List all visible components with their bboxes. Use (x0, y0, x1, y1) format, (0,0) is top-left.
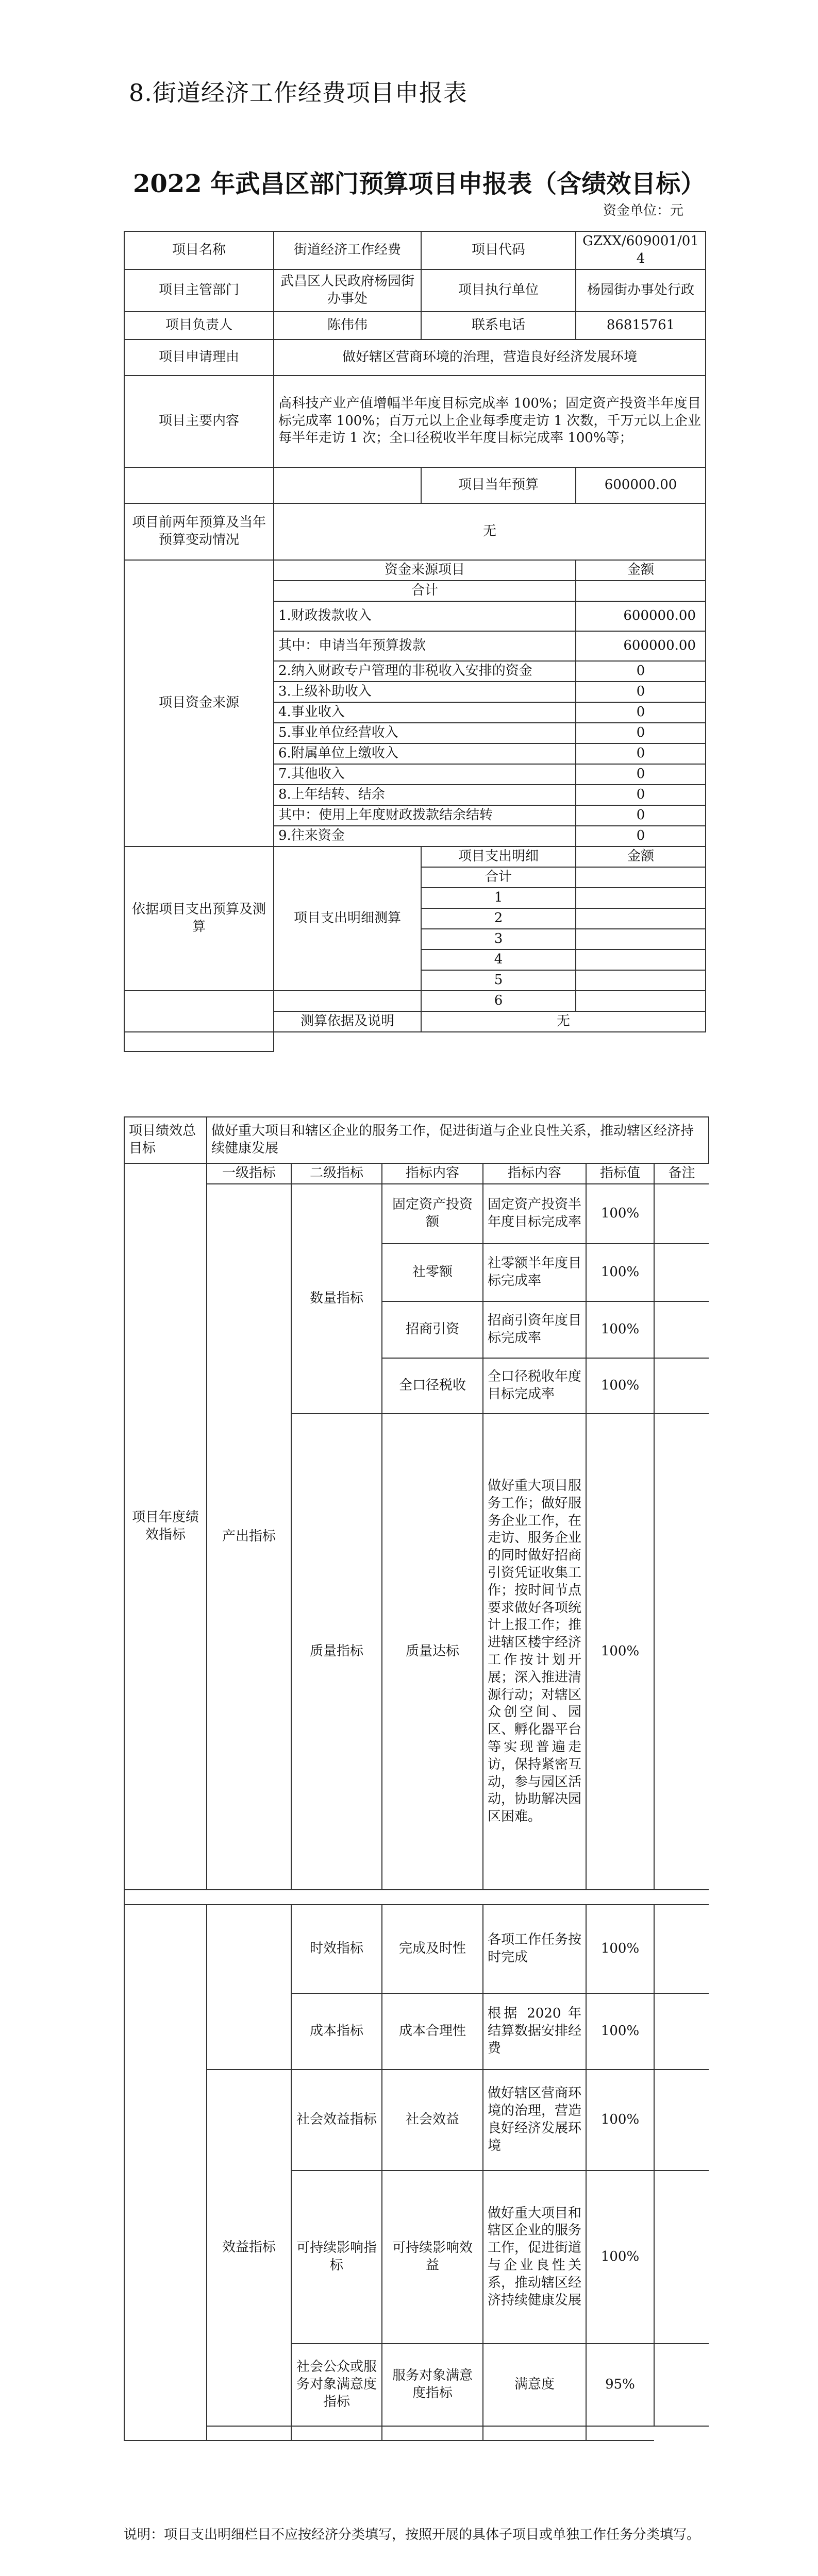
dept-value: 武昌区人民政府杨园街办事处 (274, 269, 421, 312)
funding-row-amount (576, 581, 706, 601)
owner-label: 项目负责人 (124, 312, 274, 340)
expense-row: 1 (421, 888, 576, 908)
funding-row-name: 其中：使用上年度财政拨款结余结转 (274, 805, 576, 826)
phone-label: 联系电话 (421, 312, 576, 340)
funding-row-amount: 0 (576, 723, 706, 743)
expense-row: 3 (421, 929, 576, 950)
satisfaction-indicators-label: 社会公众或服务对象满意度指标 (291, 2344, 382, 2426)
quality-indicators-label: 质量指标 (291, 1414, 382, 1890)
funding-label: 项目资金来源 (124, 560, 274, 846)
exec-unit-value: 杨园街办事处行政 (576, 269, 706, 312)
project-code-value: GZXX/609001/014 (576, 231, 706, 269)
funding-row-amount: 0 (576, 826, 706, 846)
expense-col-detail: 项目支出明细 (421, 846, 576, 867)
timeliness-desc: 各项工作任务按时完成 (483, 1905, 586, 1993)
expense-row: 5 (421, 970, 576, 991)
funding-col-amount: 金额 (576, 560, 706, 581)
satisfaction-value: 95% (586, 2344, 654, 2426)
project-name-value: 街道经济工作经费 (274, 231, 421, 269)
funding-row-name: 其中：申请当年预算拨款 (274, 631, 576, 661)
quality-value: 100% (586, 1414, 654, 1890)
sustain-content: 可持续影响效益 (382, 2171, 483, 2344)
timeliness-indicators-label: 时效指标 (291, 1905, 382, 1993)
quantity-indicators-label: 数量指标 (291, 1184, 382, 1414)
funding-row-amount: 0 (576, 785, 706, 805)
timeliness-content: 完成及时性 (382, 1905, 483, 1993)
expense-col-amount: 金额 (576, 846, 706, 867)
indicator-content: 招商引资 (382, 1301, 483, 1358)
funding-row-name: 9.往来资金 (274, 826, 576, 846)
funding-row-name: 2.纳入财政专户管理的非税收入安排的资金 (274, 661, 576, 682)
project-name-label: 项目名称 (124, 231, 274, 269)
indicator-value: 100% (586, 1301, 654, 1358)
funding-row-name: 1.财政拨款收入 (274, 601, 576, 631)
indicator-value: 100% (586, 1184, 654, 1244)
funding-row-amount: 0 (576, 702, 706, 723)
budget-value: 600000.00 (576, 467, 706, 503)
indicator-desc: 招商引资年度目标完成率 (483, 1301, 586, 1358)
indicator-desc: 全口径税收年度目标完成率 (483, 1358, 586, 1414)
funding-col-source: 资金来源项目 (274, 560, 576, 581)
indicator-content: 全口径税收 (382, 1358, 483, 1414)
indicator-content: 社零额 (382, 1244, 483, 1301)
timeliness-value: 100% (586, 1905, 654, 1993)
header-remark: 备注 (654, 1163, 709, 1184)
footnote: 说明：项目支出明细栏目不应按经济分类填写，按照开展的具体子项目或单独工作任务分类填写。 (124, 2527, 700, 2543)
header-value: 指标值 (586, 1163, 654, 1184)
sustain-indicators-label: 可持续影响指标 (291, 2171, 382, 2344)
funding-row-amount: 0 (576, 743, 706, 764)
table-title: 2022 年武昌区部门预算项目申报表（含绩效目标） (133, 170, 706, 198)
social-desc: 做好辖区营商环境的治理，营造良好经济发展环境 (483, 2070, 586, 2171)
annual-indicators-label: 项目年度绩效指标 (124, 1163, 207, 1890)
perf-goal-value: 做好重大项目和辖区企业的服务工作，促进街道与企业良性关系，推动辖区经济持续健康发展 (207, 1117, 709, 1163)
document-heading: 8.街道经济工作经费项目申报表 (129, 79, 468, 107)
expense-sub-label: 项目支出明细测算 (274, 846, 421, 991)
funding-row-name: 6.附属单位上缴收入 (274, 743, 576, 764)
budget-change-value: 无 (274, 503, 706, 560)
indicator-desc: 社零额半年度目标完成率 (483, 1244, 586, 1301)
sustain-desc: 做好重大项目和辖区企业的服务工作，促进街道与企业良性关系，推动辖区经济持续健康发展 (483, 2171, 586, 2344)
header-content: 指标内容 (382, 1163, 483, 1184)
currency-unit: 资金单位：元 (603, 203, 684, 218)
funding-row-amount: 0 (576, 764, 706, 785)
social-indicators-label: 社会效益指标 (291, 2070, 382, 2171)
reason-label: 项目申请理由 (124, 340, 274, 376)
performance-table (124, 1116, 709, 1890)
cost-value: 100% (586, 1993, 654, 2070)
header-level1: 一级指标 (207, 1163, 291, 1184)
header-content-2: 指标内容 (483, 1163, 586, 1184)
performance-table-continued (124, 1904, 709, 2441)
perf-goal-label: 项目绩效总目标 (124, 1117, 207, 1163)
sustain-value: 100% (586, 2171, 654, 2344)
table-gap (124, 1890, 709, 1904)
dept-label: 项目主管部门 (124, 269, 274, 312)
header-level2: 二级指标 (291, 1163, 382, 1184)
project-code-label: 项目代码 (421, 231, 576, 269)
benefit-indicators-label: 效益指标 (207, 2070, 291, 2426)
expense-row: 4 (421, 950, 576, 970)
expense-row: 合计 (421, 867, 576, 888)
funding-row-name: 8.上年结转、结余 (274, 785, 576, 805)
expense-row: 2 (421, 908, 576, 929)
indicator-value: 100% (586, 1244, 654, 1301)
indicator-value: 100% (586, 1358, 654, 1414)
funding-row-name: 4.事业收入 (274, 702, 576, 723)
indicator-desc: 固定资产投资半年度目标完成率 (483, 1184, 586, 1244)
budget-change-label: 项目前两年预算及当年预算变动情况 (124, 503, 274, 560)
indicator-content: 固定资产投资额 (382, 1184, 483, 1244)
social-value: 100% (586, 2070, 654, 2171)
output-indicators-label: 产出指标 (207, 1184, 291, 1890)
phone-value: 86815761 (576, 312, 706, 340)
project-application-table (124, 231, 706, 1052)
funding-row-amount: 0 (576, 661, 706, 682)
expense-label: 依据项目支出预算及测算 (124, 846, 274, 991)
funding-row-amount: 0 (576, 805, 706, 826)
satisfaction-content: 服务对象满意度指标 (382, 2344, 483, 2426)
basis-value: 无 (421, 1011, 706, 1032)
content-label: 项目主要内容 (124, 376, 274, 467)
reason-value: 做好辖区营商环境的治理，营造良好经济发展环境 (274, 340, 706, 376)
funding-row-amount: 0 (576, 682, 706, 702)
quality-content: 质量达标 (382, 1414, 483, 1890)
cost-indicators-label: 成本指标 (291, 1993, 382, 2070)
funding-row-name: 3.上级补助收入 (274, 682, 576, 702)
cost-desc: 根据 2020 年结算数据安排经费 (483, 1993, 586, 2070)
owner-value: 陈伟伟 (274, 312, 421, 340)
quality-desc: 做好重大项目服务工作；做好服务企业工作，在走访、服务企业的同时做好招商引资凭证收集工作；按时间节点要求做好各项统计上报工作；推进辖区楼宇经济工作按计划开展；深入推进清源行动；对辖区众创空间、园区、孵化器平台等实现普遍走访，保持紧密互动，参与园区活动，协助解决园区困难。 (483, 1414, 586, 1890)
funding-row-amount: 600000.00 (576, 631, 706, 661)
content-value: 高科技产业产值增幅半年度目标完成率 100%；固定资产投资半年度目标完成率 100%；百万元以上企业每季度走访 1 次数，千万元以上企业每半年走访 1 次；全口径税收半年度目标完成率 100%等； (274, 376, 706, 467)
funding-row-amount: 600000.00 (576, 601, 706, 631)
funding-row-name: 合计 (274, 581, 576, 601)
funding-row-name: 5.事业单位经营收入 (274, 723, 576, 743)
expense-row: 6 (421, 991, 576, 1011)
budget-label: 项目当年预算 (421, 467, 576, 503)
funding-row-name: 7.其他收入 (274, 764, 576, 785)
social-content: 社会效益 (382, 2070, 483, 2171)
basis-label: 测算依据及说明 (274, 1011, 421, 1032)
exec-unit-label: 项目执行单位 (421, 269, 576, 312)
cost-content: 成本合理性 (382, 1993, 483, 2070)
satisfaction-desc: 满意度 (483, 2344, 586, 2426)
